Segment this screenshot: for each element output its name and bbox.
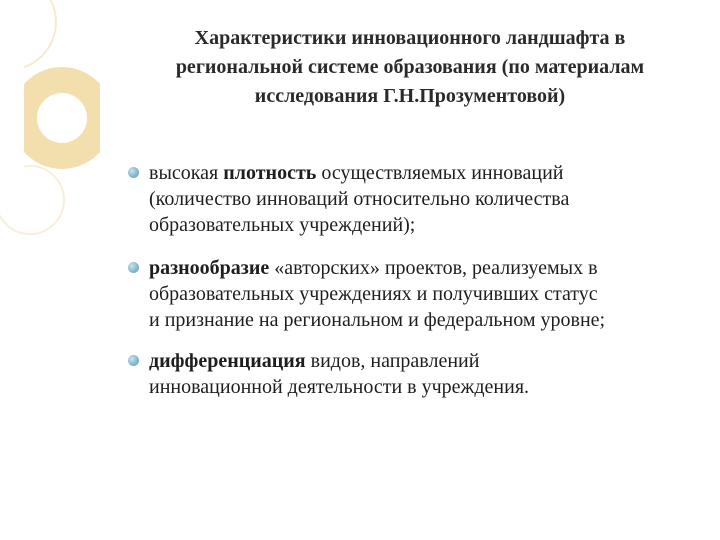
bullet-line — [149, 348, 713, 374]
bullet-keyword: дифференциация — [149, 350, 306, 372]
bullet-keyword: плотность — [223, 162, 317, 184]
bullet-keyword: разнообразие — [149, 257, 270, 279]
bullet-dot-icon — [128, 355, 139, 366]
bullet-density — [128, 160, 713, 238]
bullet-dot-icon — [128, 262, 139, 273]
title-line-3: исследования Г.Н.Прозументовой) — [254, 85, 566, 107]
bullet-text: осуществляемых инноваций — [316, 162, 564, 184]
bullet-line: и признание на региональном и федеральном уровне; — [149, 309, 606, 331]
bullet-text: высокая — [149, 162, 224, 184]
bullet-differentiation — [128, 348, 713, 400]
title-line-2: региональной системе образования (по материалам — [175, 56, 645, 78]
slide-title — [110, 24, 710, 111]
bullet-dot-icon — [128, 167, 139, 178]
bullet-line: образовательных учреждениях и получивших статус — [149, 283, 598, 305]
decor-thin-ring — [0, 0, 56, 70]
bullet-text: «авторских» проектов, реализуемых в — [269, 257, 598, 279]
bullet-line — [149, 255, 713, 281]
decor-thick-ring — [24, 80, 100, 156]
title-line-1: Характеристики инновационного ландшафта в — [194, 27, 626, 49]
bullet-line: (количество инноваций относительно количества — [149, 188, 570, 210]
bullet-line: образовательных учреждений); — [149, 214, 416, 236]
bullet-diversity — [128, 255, 713, 333]
decor-mask — [0, 60, 24, 200]
decorative-circles — [0, 0, 100, 260]
bullet-line — [149, 160, 713, 186]
bullet-list — [128, 160, 713, 417]
bullet-line: инновационной деятельности в учреждения. — [149, 376, 530, 398]
bullet-text: видов, направлений — [305, 350, 480, 372]
